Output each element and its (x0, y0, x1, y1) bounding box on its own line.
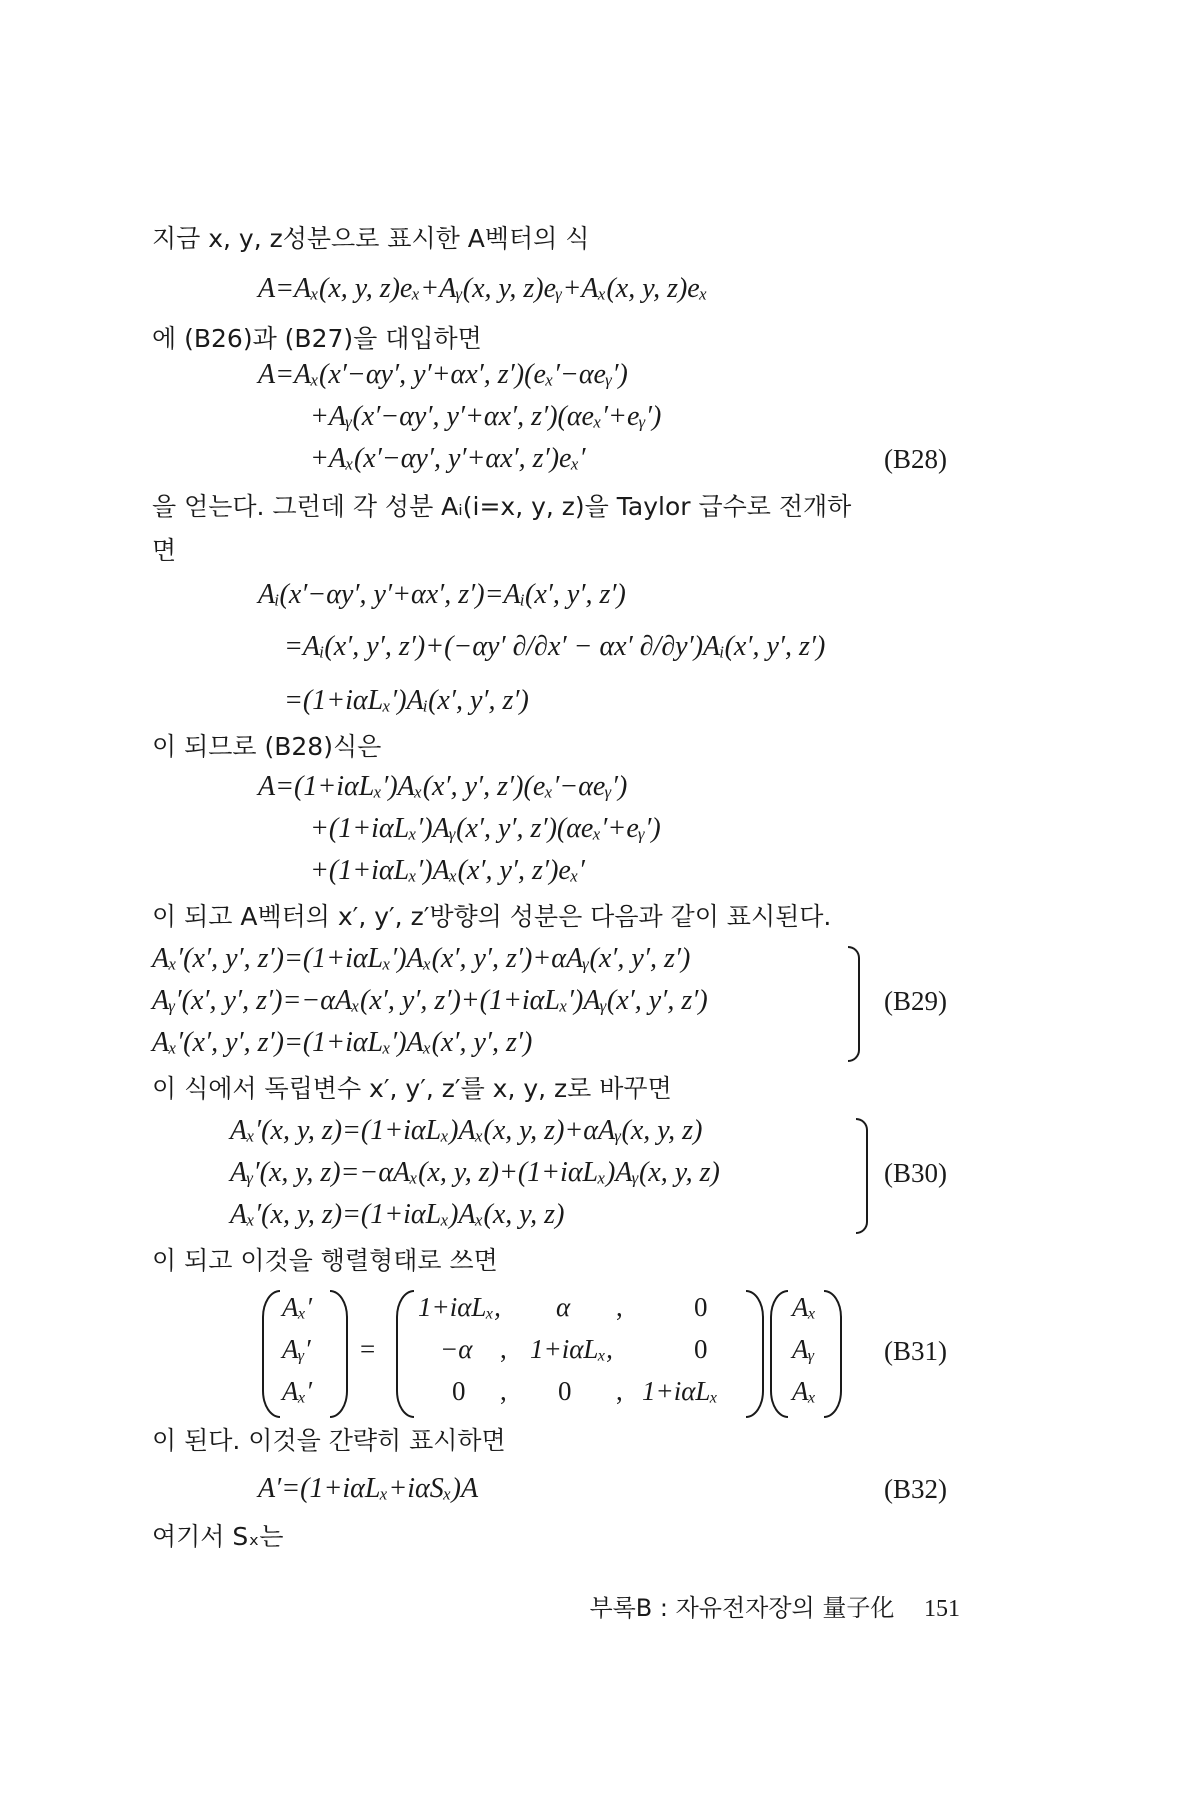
equation-b29-line2: Aᵧ′(x′, y′, z′)=−αAₓ(x′, y′, z′)+(1+iαLₓ′)Aᵧ(x′, y′, z′) (152, 985, 708, 1016)
paragraph-b28-becomes: 이 되므로 (B28)식은 (152, 732, 382, 761)
lhs-entry: Aₓ′ (282, 1376, 313, 1406)
equation-rotated-line1: A=(1+iαLₓ′)Aₓ(x′, y′, z′)(eₓ′−αeᵧ′) (258, 771, 628, 802)
matrix-cell: 0 (452, 1376, 466, 1406)
matrix-cell: 0 (694, 1292, 708, 1322)
lhs-entry: Aᵧ′ (282, 1334, 311, 1364)
equation-tag-b32: (B32) (884, 1474, 947, 1504)
equation-vector-a: A=Aₓ(x, y, z)eₓ+Aᵧ(x, y, z)eᵧ+Aₓ(x, y, z)eₓ (258, 273, 708, 304)
matrix-cell: 1+iαLₓ (642, 1376, 719, 1406)
matrix-paren-left (396, 1290, 414, 1418)
equation-b30-line2: Aᵧ′(x, y, z)=−αAₓ(x, y, z)+(1+iαLₓ)Aᵧ(x, y, z) (230, 1157, 720, 1188)
paragraph-short-form: 이 된다. 이것을 간략히 표시하면 (152, 1426, 506, 1455)
rhs-paren-left (770, 1290, 788, 1418)
paragraph-where-sz: 여기서 Sₓ는 (152, 1522, 284, 1551)
equation-taylor-line3: =(1+iαLₓ′)Aᵢ(x′, y′, z′) (284, 685, 529, 716)
equation-tag-b29: (B29) (884, 986, 947, 1016)
lhs-paren-left (262, 1290, 280, 1418)
paragraph-taylor: 을 얻는다. 그런데 각 성분 Aᵢ(i=x, y, z)을 Taylor 급수로 전개하 (152, 492, 852, 521)
equation-tag-b30: (B30) (884, 1158, 947, 1188)
matrix-equals-sign: = (360, 1334, 376, 1364)
paragraph-intro: 지금 x, y, z성분으로 표시한 A벡터의 식 (152, 224, 590, 253)
rhs-entry: Aₓ (792, 1376, 817, 1406)
rhs-entry: Aₓ (792, 1292, 817, 1322)
lhs-entry: Aₓ′ (282, 1292, 313, 1322)
brace-b29 (848, 946, 860, 1062)
paragraph-matrix-form: 이 되고 이것을 행렬형태로 쓰면 (152, 1246, 498, 1275)
equation-b30-line1: Aₓ′(x, y, z)=(1+iαLₓ)Aₓ(x, y, z)+αAᵧ(x, y, z) (230, 1115, 703, 1146)
equation-b28-line2: +Aᵧ(x′−αy′, y′+αx′, z′)(αeₓ′+eᵧ′) (310, 401, 662, 432)
running-footer-label: 부록B : 자유전자장의 量子化 (589, 1594, 895, 1622)
matrix-paren-right (746, 1290, 764, 1418)
equation-tag-b28: (B28) (884, 444, 947, 474)
paragraph-substitute: 에 (B26)과 (B27)을 대입하면 (152, 324, 482, 353)
paragraph-change-variables: 이 식에서 독립변수 x′, y′, z′를 x, y, z로 바꾸면 (152, 1074, 672, 1103)
equation-b29-line1: Aₓ′(x′, y′, z′)=(1+iαLₓ′)Aₓ(x′, y′, z′)+αAᵧ(x′, y′, z′) (152, 943, 691, 974)
matrix-cell: 1+iαLₓ, (530, 1334, 613, 1364)
matrix-separator: , (616, 1376, 623, 1406)
equation-b29-line3: Aₓ′(x′, y′, z′)=(1+iαLₓ′)Aₓ(x′, y′, z′) (152, 1027, 533, 1058)
matrix-cell: 0 (558, 1376, 572, 1406)
equation-b32: A′=(1+iαLₓ+iαSₓ)A (258, 1473, 479, 1504)
equation-b28-line1: A=Aₓ(x′−αy′, y′+αx′, z′)(eₓ′−αeᵧ′) (258, 359, 628, 390)
matrix-separator: , (616, 1292, 623, 1322)
equation-taylor-line1: Aᵢ(x′−αy′, y′+αx′, z′)=Aᵢ(x′, y′, z′) (258, 579, 626, 610)
matrix-cell: 1+iαLₓ, (418, 1292, 501, 1322)
matrix-separator: , (500, 1376, 507, 1406)
lhs-paren-right (330, 1290, 348, 1418)
equation-b30-line3: Aₓ′(x, y, z)=(1+iαLₓ)Aₓ(x, y, z) (230, 1199, 565, 1230)
page-footer (589, 1588, 960, 1623)
paragraph-taylor-cont: 면 (152, 536, 177, 565)
matrix-cell: −α (440, 1334, 473, 1364)
page-number: 151 (924, 1596, 960, 1622)
equation-tag-b31: (B31) (884, 1336, 947, 1366)
equation-rotated-line3: +(1+iαLₓ′)Aₓ(x′, y′, z′)eₓ′ (310, 855, 585, 886)
matrix-cell: α (556, 1292, 571, 1322)
matrix-separator: , (500, 1334, 507, 1364)
rhs-entry: Aᵧ (792, 1334, 815, 1364)
rhs-paren-right (824, 1290, 842, 1418)
paragraph-components: 이 되고 A벡터의 x′, y′, z′방향의 성분은 다음과 같이 표시된다. (152, 902, 832, 931)
brace-b30 (856, 1118, 868, 1234)
matrix-cell: 0 (694, 1334, 708, 1364)
equation-rotated-line2: +(1+iαLₓ′)Aᵧ(x′, y′, z′)(αeₓ′+eᵧ′) (310, 813, 661, 844)
equation-taylor-line2: =Aᵢ(x′, y′, z′)+(−αy′ ∂/∂x′ − αx′ ∂/∂y′)Aᵢ(x′, y′, z′) (284, 631, 826, 662)
equation-b28-line3: +Aₓ(x′−αy′, y′+αx′, z′)eₓ′ (310, 443, 586, 474)
